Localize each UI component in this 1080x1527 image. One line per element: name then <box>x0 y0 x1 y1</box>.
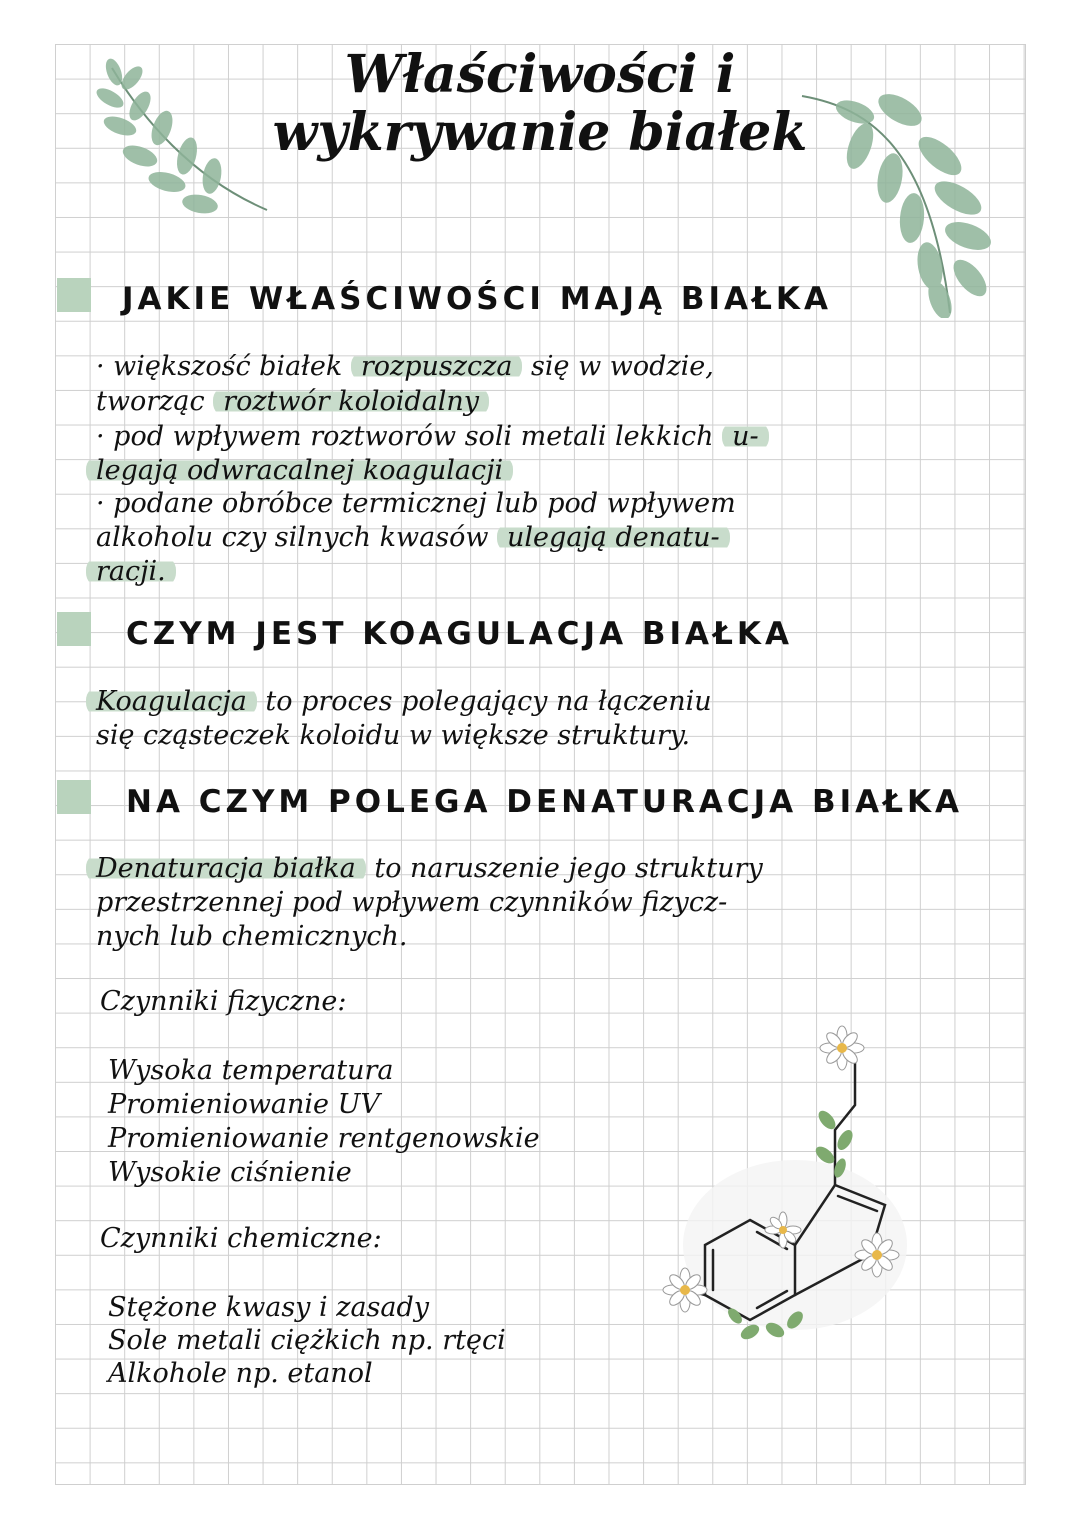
s3-line-1-highlight: Denaturacja białka <box>86 853 366 884</box>
page-title <box>240 46 840 162</box>
section-1-marker <box>57 278 91 312</box>
s3-line-3: nych lub chemicznych. <box>96 921 408 952</box>
section-1-heading: JAKIE WŁAŚCIWOŚCI MAJĄ BIAŁKA <box>122 281 832 317</box>
title-line-2: wykrywanie białek <box>272 102 808 163</box>
s1-line-1-text: · większość białek <box>96 351 343 382</box>
s1-line-7 <box>86 556 176 587</box>
s1-line-3-highlight: u- <box>722 421 769 452</box>
section-2-marker <box>57 612 91 646</box>
s1-line-3-text: · pod wpływem roztworów soli metali lekkich <box>96 421 714 452</box>
s2-line-1-highlight: Koagulacja <box>86 686 257 717</box>
s1-line-1-highlight: rozpuszcza <box>351 351 523 382</box>
s2-line-2: się cząsteczek koloidu w większe struktury. <box>96 720 691 751</box>
s1-line-4 <box>86 455 513 486</box>
s2-line-1 <box>86 686 712 717</box>
section-2-heading: CZYM JEST KOAGULACJA BIAŁKA <box>126 616 793 652</box>
s3-line-1-text: to naruszenie jego struktury <box>374 853 763 884</box>
molecule-flowers-illustration-icon <box>655 1020 915 1360</box>
s1-line-4-highlight: legają odwracalnej koagulacji <box>86 455 513 486</box>
physical-factor-4: Wysokie ciśnienie <box>108 1157 352 1188</box>
chemical-factor-3: Alkohole np. etanol <box>108 1358 373 1389</box>
s3-line-1 <box>86 853 763 884</box>
s1-line-1 <box>96 351 714 382</box>
s1-line-6-highlight: ulegają denatu- <box>497 522 730 553</box>
s1-line-5: · podane obróbce termicznej lub pod wpływem <box>96 488 736 519</box>
s3-line-2: przestrzennej pod wpływem czynników fizycz- <box>96 887 728 918</box>
s1-line-3 <box>96 421 769 452</box>
s1-line-6 <box>96 522 730 553</box>
s1-line-1-tail: się w wodzie, <box>531 351 714 382</box>
s1-line-6-text: alkoholu czy silnych kwasów <box>96 522 489 553</box>
s2-line-1-text: to proces polegający na łączeniu <box>265 686 712 717</box>
physical-factor-2: Promieniowanie UV <box>108 1089 380 1120</box>
chemical-factor-2: Sole metali ciężkich np. rtęci <box>108 1325 506 1356</box>
physical-factor-3: Promieniowanie rentgenowskie <box>108 1123 540 1154</box>
title-line-1: Właściwości i <box>344 44 736 105</box>
s1-line-7-highlight: racji. <box>86 556 176 587</box>
s1-line-2 <box>96 386 489 417</box>
section-3-heading: NA CZYM POLEGA DENATURACJA BIAŁKA <box>126 784 964 820</box>
s1-line-2-text: tworząc <box>96 386 205 417</box>
chemical-factor-1: Stężone kwasy i zasady <box>108 1292 430 1323</box>
chemical-factors-label: Czynniki chemiczne: <box>100 1223 382 1254</box>
section-3-marker <box>57 780 91 814</box>
physical-factor-1: Wysoka temperatura <box>108 1055 394 1086</box>
s1-line-2-highlight: roztwór koloidalny <box>213 386 489 417</box>
physical-factors-label: Czynniki fizyczne: <box>100 986 347 1017</box>
